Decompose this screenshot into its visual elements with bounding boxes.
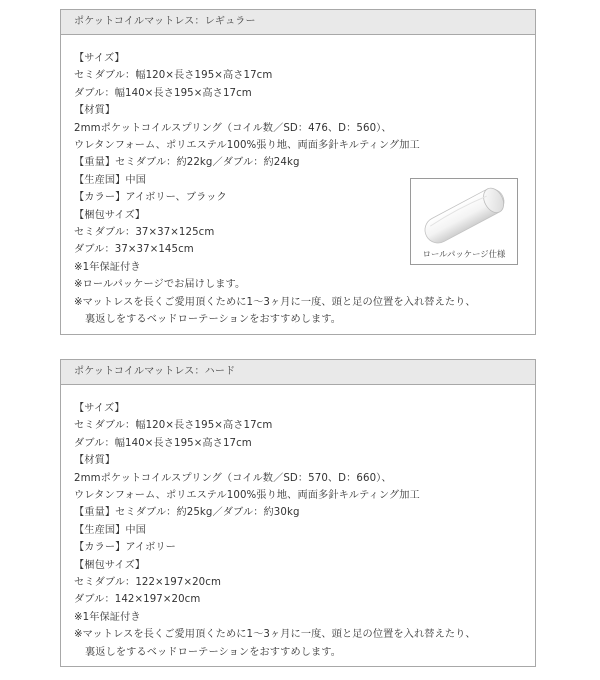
spec-line: ※マットレスを長くご愛用頂くために1～3ヶ月に一度、頭と足の位置を入れ替えたり、 bbox=[74, 296, 476, 308]
spec-line: 2mmポケットコイルスプリング（コイル数／SD：476、D：560）、 bbox=[74, 122, 392, 134]
spec-line: セミダブル：122×197×20cm bbox=[74, 577, 221, 589]
roll-package-image bbox=[410, 178, 518, 265]
spec-line: 【サイズ】 bbox=[74, 53, 125, 64]
spec-line: ※1年保証付き bbox=[74, 611, 141, 623]
spec-line: 【生産国】中国 bbox=[74, 174, 147, 186]
spec-line: ウレタンフォーム、ポリエステル100%張り地、両面多針キルティング加工 bbox=[74, 140, 420, 152]
spec-line: セミダブル：幅120×長さ195×高さ17cm bbox=[74, 70, 273, 82]
spec-line: ダブル：幅140×長さ195×高さ17cm bbox=[74, 437, 252, 449]
spec-line: 【梱包サイズ】 bbox=[74, 559, 146, 571]
spec-line: セミダブル：37×37×125cm bbox=[74, 227, 215, 239]
spec-line: 2mmポケットコイルスプリング（コイル数／SD：570、D：660）、 bbox=[74, 472, 392, 484]
spec-panel-hard bbox=[60, 359, 536, 667]
spec-line: 【材質】 bbox=[74, 455, 116, 467]
spec-line: 【梱包サイズ】 bbox=[74, 209, 146, 221]
spec-list-hard bbox=[61, 385, 535, 661]
spec-line: 【カラー】アイボリー、ブラック bbox=[74, 192, 227, 204]
spec-line: 【重量】セミダブル：約25kg／ダブル：約30kg bbox=[74, 507, 300, 519]
spec-line: ※ロールパッケージでお届けします。 bbox=[74, 279, 246, 291]
spec-line: 【カラー】アイボリー bbox=[74, 542, 176, 554]
spec-line: ウレタンフォーム、ポリエステル100%張り地、両面多針キルティング加工 bbox=[74, 490, 420, 502]
spec-panel-regular bbox=[60, 9, 536, 335]
panel-header-regular: ポケットコイルマットレス：レギュラー bbox=[61, 10, 535, 35]
spec-line: ダブル：37×37×145cm bbox=[74, 244, 194, 256]
spec-line: ※1年保証付き bbox=[74, 261, 141, 273]
spec-line: 【重量】セミダブル：約22kg／ダブル：約24kg bbox=[74, 157, 300, 169]
spec-line: 裏返しをするベッドローテーションをおすすめします。 bbox=[85, 646, 342, 658]
rolled-mattress-icon bbox=[411, 179, 517, 249]
spec-line: 【サイズ】 bbox=[74, 403, 125, 414]
spec-line: 裏返しをするベッドローテーションをおすすめします。 bbox=[85, 314, 342, 326]
spec-line: ※マットレスを長くご愛用頂くために1～3ヶ月に一度、頭と足の位置を入れ替えたり、 bbox=[74, 629, 476, 641]
spec-line: セミダブル：幅120×長さ195×高さ17cm bbox=[74, 420, 273, 432]
spec-line: ダブル：142×197×20cm bbox=[74, 594, 201, 606]
panel-header-hard: ポケットコイルマットレス：ハード bbox=[61, 360, 535, 385]
package-caption: ロールパッケージ仕様 bbox=[422, 249, 506, 259]
spec-line: 【材質】 bbox=[74, 105, 116, 117]
spec-line: 【生産国】中国 bbox=[74, 524, 147, 536]
spec-line: ダブル：幅140×長さ195×高さ17cm bbox=[74, 87, 252, 99]
